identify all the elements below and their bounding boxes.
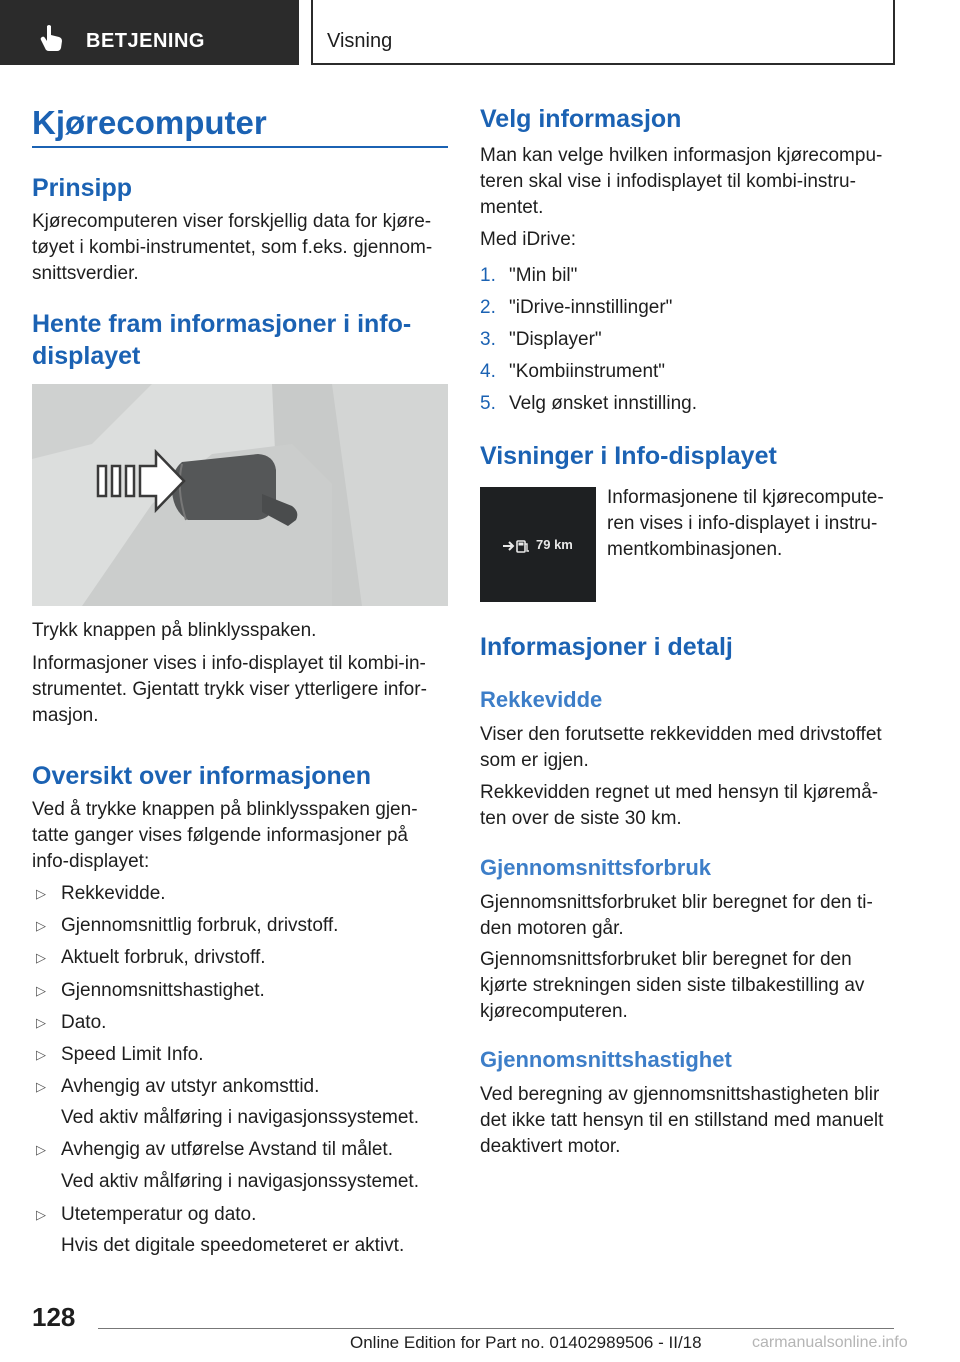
bullet-marker: ▷ [36, 1207, 46, 1222]
page-number: 128 [32, 1302, 76, 1332]
heading-select-info: Velg informasjon [480, 105, 682, 133]
range-p2-line-2: ten over de siste 30 km. [480, 808, 682, 829]
list-item: Gjennomsnittshastighet. [61, 980, 265, 1001]
consumption-p1-line-2: den motoren går. [480, 918, 624, 939]
fetch-line-2: strumentet. Gjentatt trykk viser ytterligere infor- [32, 679, 427, 700]
list-item: Avhengig av utstyr ankomsttid. [61, 1076, 320, 1097]
bullet-marker: ▷ [36, 918, 46, 933]
heading-views: Visninger i Info-displayet [480, 442, 777, 470]
consumption-p2-line-3: kjørecomputeren. [480, 1001, 628, 1022]
list-item: Rekkevidde. [61, 883, 166, 904]
footer-divider [98, 1328, 894, 1329]
overview-intro-3: info-displayet: [32, 851, 150, 872]
range-p2-line-1: Rekkevidden regnet ut med hensyn til kjøremå- [480, 782, 879, 803]
step-number: 4. [480, 361, 496, 382]
fetch-caption: Trykk knappen på blinklysspaken. [32, 620, 317, 641]
list-item: Avhengig av utførelse Avstand til målet. [61, 1139, 393, 1160]
step-number: 3. [480, 329, 496, 350]
heading-range: Rekkevidde [480, 687, 603, 712]
section-tab [0, 0, 299, 65]
heading-overview: Oversikt over informasjonen [32, 762, 372, 790]
heading-consumption: Gjennomsnittsforbruk [480, 855, 712, 880]
select-via: Med iDrive: [480, 229, 577, 250]
speed-p1-line-1: Ved beregning av gjennomsnittshastigheten blir [480, 1084, 880, 1105]
turn-signal-lever-illustration [32, 384, 448, 606]
bullet-marker: ▷ [36, 1047, 46, 1062]
bullet-marker: ▷ [36, 950, 46, 965]
fetch-line-1: Informasjoner vises i info-displayet til kombi-in- [32, 653, 426, 674]
bullet-marker: ▷ [36, 1015, 46, 1030]
title-divider [32, 146, 448, 148]
step-text: Velg ønsket innstilling. [509, 393, 697, 414]
step-number: 5. [480, 393, 496, 414]
step-text: "Min bil" [509, 265, 578, 286]
display-range-value: 79 km [536, 537, 573, 552]
bullet-marker: ▷ [36, 1079, 46, 1094]
info-display-illustration [480, 487, 596, 602]
list-item-note: Ved aktiv målføring i navigasjonssystemet. [61, 1171, 419, 1192]
bullet-marker: ▷ [36, 1142, 46, 1157]
hand-pointer-icon [40, 24, 64, 52]
fetch-line-3: masjon. [32, 705, 99, 726]
range-p1-line-1: Viser den forutsette rekkevidden med drivstoffet [480, 724, 882, 745]
watermark-text: carmanualsonline.info [752, 1334, 908, 1351]
overview-intro-2: tatte ganger vises følgende informasjoner på [32, 825, 408, 846]
consumption-p1-line-1: Gjennomsnittsforbruket blir beregnet for den ti- [480, 892, 873, 913]
list-item-note: Hvis det digitale speedometeret er aktivt. [61, 1235, 405, 1256]
principle-line-1: Kjørecomputeren viser forskjellig data for kjøre- [32, 211, 432, 232]
select-line-3: mentet. [480, 197, 544, 218]
list-item: Speed Limit Info. [61, 1044, 204, 1065]
heading-principle: Prinsipp [32, 174, 133, 202]
select-line-2: teren skal vise i infodisplayet til kombi-instru- [480, 171, 856, 192]
heading-detail: Informasjoner i detalj [480, 633, 733, 661]
views-line-1: Informasjonene til kjørecompute- [607, 487, 884, 508]
views-line-3: mentkombinasjonen. [607, 539, 783, 560]
list-item-note: Ved aktiv målføring i navigasjonssystemet. [61, 1107, 419, 1128]
heading-fetch-line-1: Hente fram informasjoner i info- [32, 310, 412, 338]
consumption-p2-line-2: kjørte strekningen siden siste tilbakestilling av [480, 975, 865, 996]
heading-speed: Gjennomsnittshastighet [480, 1047, 732, 1072]
subsection-label: Visning [327, 30, 393, 52]
step-number: 1. [480, 265, 496, 286]
list-item: Dato. [61, 1012, 107, 1033]
section-label: BETJENING [86, 30, 205, 52]
select-line-1: Man kan velge hvilken informasjon kjørecompu- [480, 145, 883, 166]
overview-intro-1: Ved å trykke knappen på blinklysspaken gjen- [32, 799, 418, 820]
subsection-tab [311, 0, 895, 65]
speed-p1-line-3: deaktivert motor. [480, 1136, 621, 1157]
step-text: "Kombiinstrument" [509, 361, 666, 382]
consumption-p2-line-1: Gjennomsnittsforbruket blir beregnet for den [480, 949, 852, 970]
range-p1-line-2: som er igjen. [480, 750, 589, 771]
step-number: 2. [480, 297, 496, 318]
list-item: Aktuelt forbruk, drivstoff. [61, 947, 266, 968]
heading-fetch-line-2: displayet [32, 342, 141, 370]
bullet-marker: ▷ [36, 886, 46, 901]
edition-text: Online Edition for Part no. 01402989506 - II/18 [350, 1333, 702, 1352]
bullet-marker: ▷ [36, 983, 46, 998]
principle-line-2: tøyet i kombi-instrumentet, som f.eks. gjennom- [32, 237, 433, 258]
list-item: Utetemperatur og dato. [61, 1204, 257, 1225]
views-line-2: ren vises i info-displayet i instru- [607, 513, 878, 534]
principle-line-3: snittsverdier. [32, 263, 139, 284]
page-title: Kjørecomputer [32, 104, 267, 141]
list-item: Gjennomsnittlig forbruk, drivstoff. [61, 915, 339, 936]
speed-p1-line-2: det ikke tatt hensyn til en stillstand med manuelt [480, 1110, 884, 1131]
step-text: "Displayer" [509, 329, 602, 350]
fuel-range-icon [502, 539, 536, 553]
step-text: "iDrive-innstillinger" [509, 297, 673, 318]
